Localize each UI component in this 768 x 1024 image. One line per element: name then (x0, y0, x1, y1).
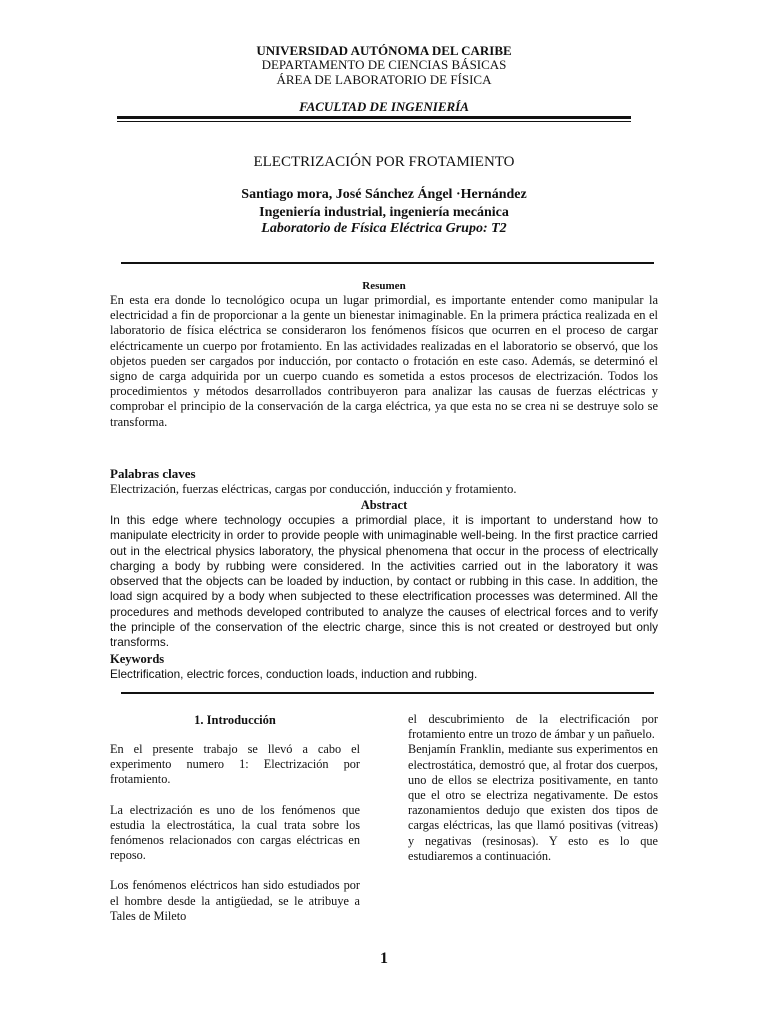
resumen-text: En esta era donde lo tecnológico ocupa un lugar primordial, es importante entender como manipular la electricidad a fin de proporcionar a la gente un bienestar inimaginable. En la primera práctica realizada en el laboratorio de física eléctrica se consideraron los fenómenos físicos que ocurren en el proceso de cargar eléctricamente un cuerpo por frotamiento. En las actividades realizadas en el laboratorio se observó, que los objetos pueden ser cargados por inducción, por contacto o frotación en este caso. Además, se determinó el signo de carga adquirida por un cuerpo cuando es sometida a estos procesos de electrización. Todos los procedimientos y métodos desarrollados contribuyeron para analizar las causas de fuerzas eléctricas y comprobar el principio de la conservación de la carga eléctrica, ya que esta no se crea ni se destruye solo se transforma. (110, 293, 658, 429)
intro-paragraph-3: Los fenómenos eléctricos han sido estudiados por el hombre desde la antigüedad, se le atribuye a Tales de Mileto (110, 878, 360, 923)
intro-paragraph-5: Benjamín Franklin, mediante sus experimentos en electrostática, demostró que, al frotar dos cuerpos, uno de ellos se electriza positivamente, en tanto que el otro se electriza negativamente. De estos razonamientos dedujo que existen dos tipos de cargas eléctricas, las que llamó positivas (vitreas) y negativas (resinosas). Y esto es lo que estudiaremos a continuación. (408, 742, 658, 863)
intro-paragraph-2: La electrización es uno de los fenómenos que estudia la electrostática, la cual trata sobre los fenómenos relacionados con cargas eléctricas en reposo. (110, 802, 360, 863)
right-column (408, 712, 658, 864)
title-rule (121, 262, 654, 264)
intro-paragraph-1: En el presente trabajo se llevó a cabo el experimento numero 1: Electrización por frotamiento. (110, 742, 360, 787)
keywords-heading: Keywords (110, 652, 165, 666)
abstract-text: In this edge where technology occupies a primordial place, it is important to understand how to manipulate electricity in order to provide people with unimaginable well-being. In the first practice carried out in the electrical physics laboratory, the physical phenomena that occur in the process of electrically charging a body by rubbing were considered. In the activities carried out in the laboratory it was observed that the objects can be loaded by induction, by contact or rubbing in this case. In addition, the load sign acquired by a body when subjected to these electrification processes was determined. All the procedures and methods developed contributed to analyze the causes of electrical forces and to verify the principle of the conservation of the electric charge, since this is not created or destroyed but only transforms. (110, 513, 658, 650)
intro-paragraph-4: el descubrimiento de la electrificación por frotamiento entre un trozo de ámbar y un pañuelo. (408, 712, 658, 742)
palabras-claves-heading: Palabras claves (110, 466, 196, 481)
palabras-claves-text: Electrización, fuerzas eléctricas, cargas por conducción, inducción y frotamiento. (110, 482, 517, 496)
header-rule-thin (117, 121, 631, 122)
intro-heading: 1. Introducción (194, 713, 276, 727)
paper-programs: Ingeniería industrial, ingeniería mecánica (259, 205, 509, 220)
area-name: ÁREA DE LABORATORIO DE FÍSICA (276, 72, 492, 87)
abstract-heading: Abstract (360, 498, 408, 512)
paper-authors: Santiago mora, José Sánchez Ángel ·Hernández (241, 187, 527, 202)
resumen-heading: Resumen (362, 280, 406, 292)
left-column (110, 742, 360, 924)
keywords-text: Electrification, electric forces, conduction loads, induction and rubbing. (110, 667, 478, 681)
abstract-rule (121, 692, 654, 694)
university-name: UNIVERSIDAD AUTÓNOMA DEL CARIBE (256, 43, 512, 58)
faculty-name: FACULTAD DE INGENIERÍA (299, 99, 469, 114)
paper-lab-group: Laboratorio de Física Eléctrica Grupo: T2 (261, 221, 507, 236)
page-number: 1 (380, 950, 388, 967)
header-rule-thick (117, 116, 631, 119)
paper-title: ELECTRIZACIÓN POR FROTAMIENTO (253, 154, 515, 170)
department-name: DEPARTAMENTO DE CIENCIAS BÁSICAS (261, 57, 507, 72)
